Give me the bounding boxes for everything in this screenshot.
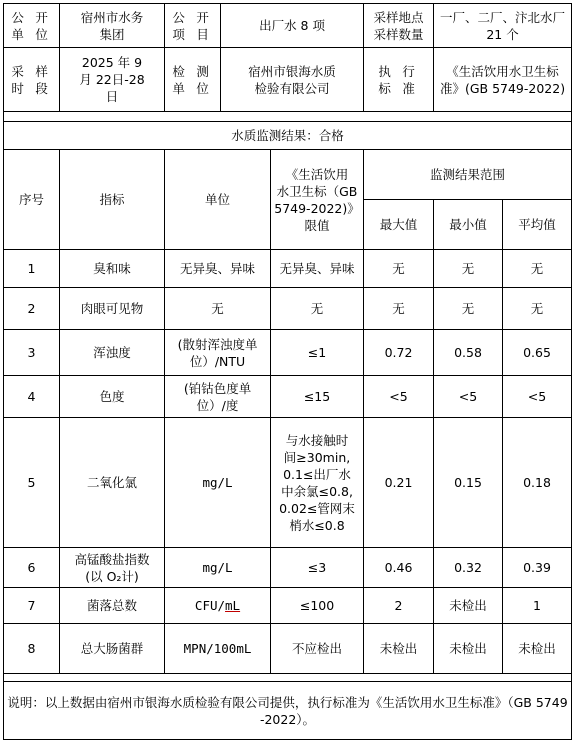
row-limit: ≤100 <box>271 588 364 624</box>
row-avg: 1 <box>503 588 572 624</box>
tester-value: 宿州市银海水质 检验有限公司 <box>221 48 364 112</box>
unit-suffix: mL <box>225 598 241 613</box>
row-limit: 不应检出 <box>271 624 364 674</box>
row-max: 无 <box>364 250 434 288</box>
row-indicator: 高锰酸盐指数 (以 O₂计) <box>60 548 165 588</box>
item-value: 出厂水 8 项 <box>221 4 364 48</box>
standard-value: 《生活饮用水卫生标 准》(GB 5749-2022) <box>434 48 572 112</box>
row-avg: 0.65 <box>503 330 572 376</box>
spacer-cell <box>4 112 572 122</box>
table-row <box>4 288 572 330</box>
row-min: 0.15 <box>434 418 503 548</box>
table-row <box>4 624 572 674</box>
row-limit: ≤1 <box>271 330 364 376</box>
row-limit: 与水接触时 间≥30min, 0.1≤出厂水 中余氯≤0.8, 0.02≤管网末 梢水≤0.8 <box>271 418 364 548</box>
row-indicator: 臭和味 <box>60 250 165 288</box>
row-seq: 2 <box>4 288 60 330</box>
row-seq: 8 <box>4 624 60 674</box>
spacer-cell-bottom <box>4 674 572 682</box>
table-row <box>4 548 572 588</box>
row-min: 0.58 <box>434 330 503 376</box>
col-unit-header: 单位 <box>165 150 271 250</box>
row-avg: 未检出 <box>503 624 572 674</box>
table-row <box>4 418 572 548</box>
row-seq: 6 <box>4 548 60 588</box>
col-seq-header: 序号 <box>4 150 60 250</box>
row-min: <5 <box>434 376 503 418</box>
row-limit: 无异臭、异味 <box>271 250 364 288</box>
row-unit: mg/L <box>165 548 271 588</box>
row-max: 0.46 <box>364 548 434 588</box>
row-min: 0.32 <box>434 548 503 588</box>
row-unit: (铂钴色度单 位）/度 <box>165 376 271 418</box>
table-row <box>4 330 572 376</box>
table-row <box>4 250 572 288</box>
row-max: 未检出 <box>364 624 434 674</box>
row-limit: ≤3 <box>271 548 364 588</box>
unit-prefix: CFU/ <box>194 598 226 613</box>
site-label: 采样地点 采样数量 <box>364 4 434 48</box>
row-seq: 3 <box>4 330 60 376</box>
row-unit: (散射浑浊度单 位）/NTU <box>165 330 271 376</box>
spacer-row-bottom <box>4 674 572 682</box>
row-seq: 4 <box>4 376 60 418</box>
row-min: 无 <box>434 250 503 288</box>
row-indicator: 浑浊度 <box>60 330 165 376</box>
col-max-header: 最大值 <box>364 200 434 250</box>
row-unit <box>165 588 271 624</box>
col-limit-header: 《生活饮用 水卫生标（GB 5749-2022)》 限值 <box>271 150 364 250</box>
row-limit: 无 <box>271 288 364 330</box>
row-limit: ≤15 <box>271 376 364 418</box>
result-title-row <box>4 122 572 150</box>
row-max: 0.72 <box>364 330 434 376</box>
row-max: 无 <box>364 288 434 330</box>
row-max: <5 <box>364 376 434 418</box>
row-min: 未检出 <box>434 588 503 624</box>
row-indicator: 二氧化氯 <box>60 418 165 548</box>
row-avg: 0.39 <box>503 548 572 588</box>
row-min: 无 <box>434 288 503 330</box>
row-avg: 无 <box>503 250 572 288</box>
tester-label: 检 测 单 位 <box>165 48 221 112</box>
row-indicator: 色度 <box>60 376 165 418</box>
col-min-header: 最小值 <box>434 200 503 250</box>
row-indicator: 菌落总数 <box>60 588 165 624</box>
row-indicator: 总大肠菌群 <box>60 624 165 674</box>
table-row <box>4 588 572 624</box>
row-max: 0.21 <box>364 418 434 548</box>
item-label: 公 开 项 目 <box>165 4 221 48</box>
row-unit: 无 <box>165 288 271 330</box>
col-range-header: 监测结果范围 <box>364 150 572 200</box>
row-min: 未检出 <box>434 624 503 674</box>
col-avg-header: 平均值 <box>503 200 572 250</box>
row-seq: 5 <box>4 418 60 548</box>
row-max: 2 <box>364 588 434 624</box>
note-row <box>4 682 572 740</box>
result-title: 水质监测结果：合格 <box>4 122 572 150</box>
row-unit: MPN/100mL <box>165 624 271 674</box>
row-seq: 1 <box>4 250 60 288</box>
period-value: 2025 年 9 月 22日-28 日 <box>60 48 165 112</box>
row-unit: mg/L <box>165 418 271 548</box>
row-avg: 0.18 <box>503 418 572 548</box>
row-indicator: 肉眼可见物 <box>60 288 165 330</box>
note-text: 说明：以上数据由宿州市银海水质检验有限公司提供，执行标准为《生活饮用水卫生标准》（GB 5749-2022）。 <box>4 682 572 740</box>
row-avg: 无 <box>503 288 572 330</box>
header-row-sampling <box>4 48 572 112</box>
header-row-publisher <box>4 4 572 48</box>
water-quality-table <box>3 3 572 740</box>
spacer-row <box>4 112 572 122</box>
period-label: 采 样 时 段 <box>4 48 60 112</box>
publisher-value: 宿州市水务 集团 <box>60 4 165 48</box>
table-row <box>4 376 572 418</box>
row-avg: <5 <box>503 376 572 418</box>
row-unit: 无异臭、异味 <box>165 250 271 288</box>
column-header-row-top <box>4 150 572 200</box>
site-value: 一厂、二厂、汴北水厂 21 个 <box>434 4 572 48</box>
standard-label: 执 行 标 准 <box>364 48 434 112</box>
row-seq: 7 <box>4 588 60 624</box>
publisher-label: 公 开 单 位 <box>4 4 60 48</box>
col-indicator-header: 指标 <box>60 150 165 250</box>
